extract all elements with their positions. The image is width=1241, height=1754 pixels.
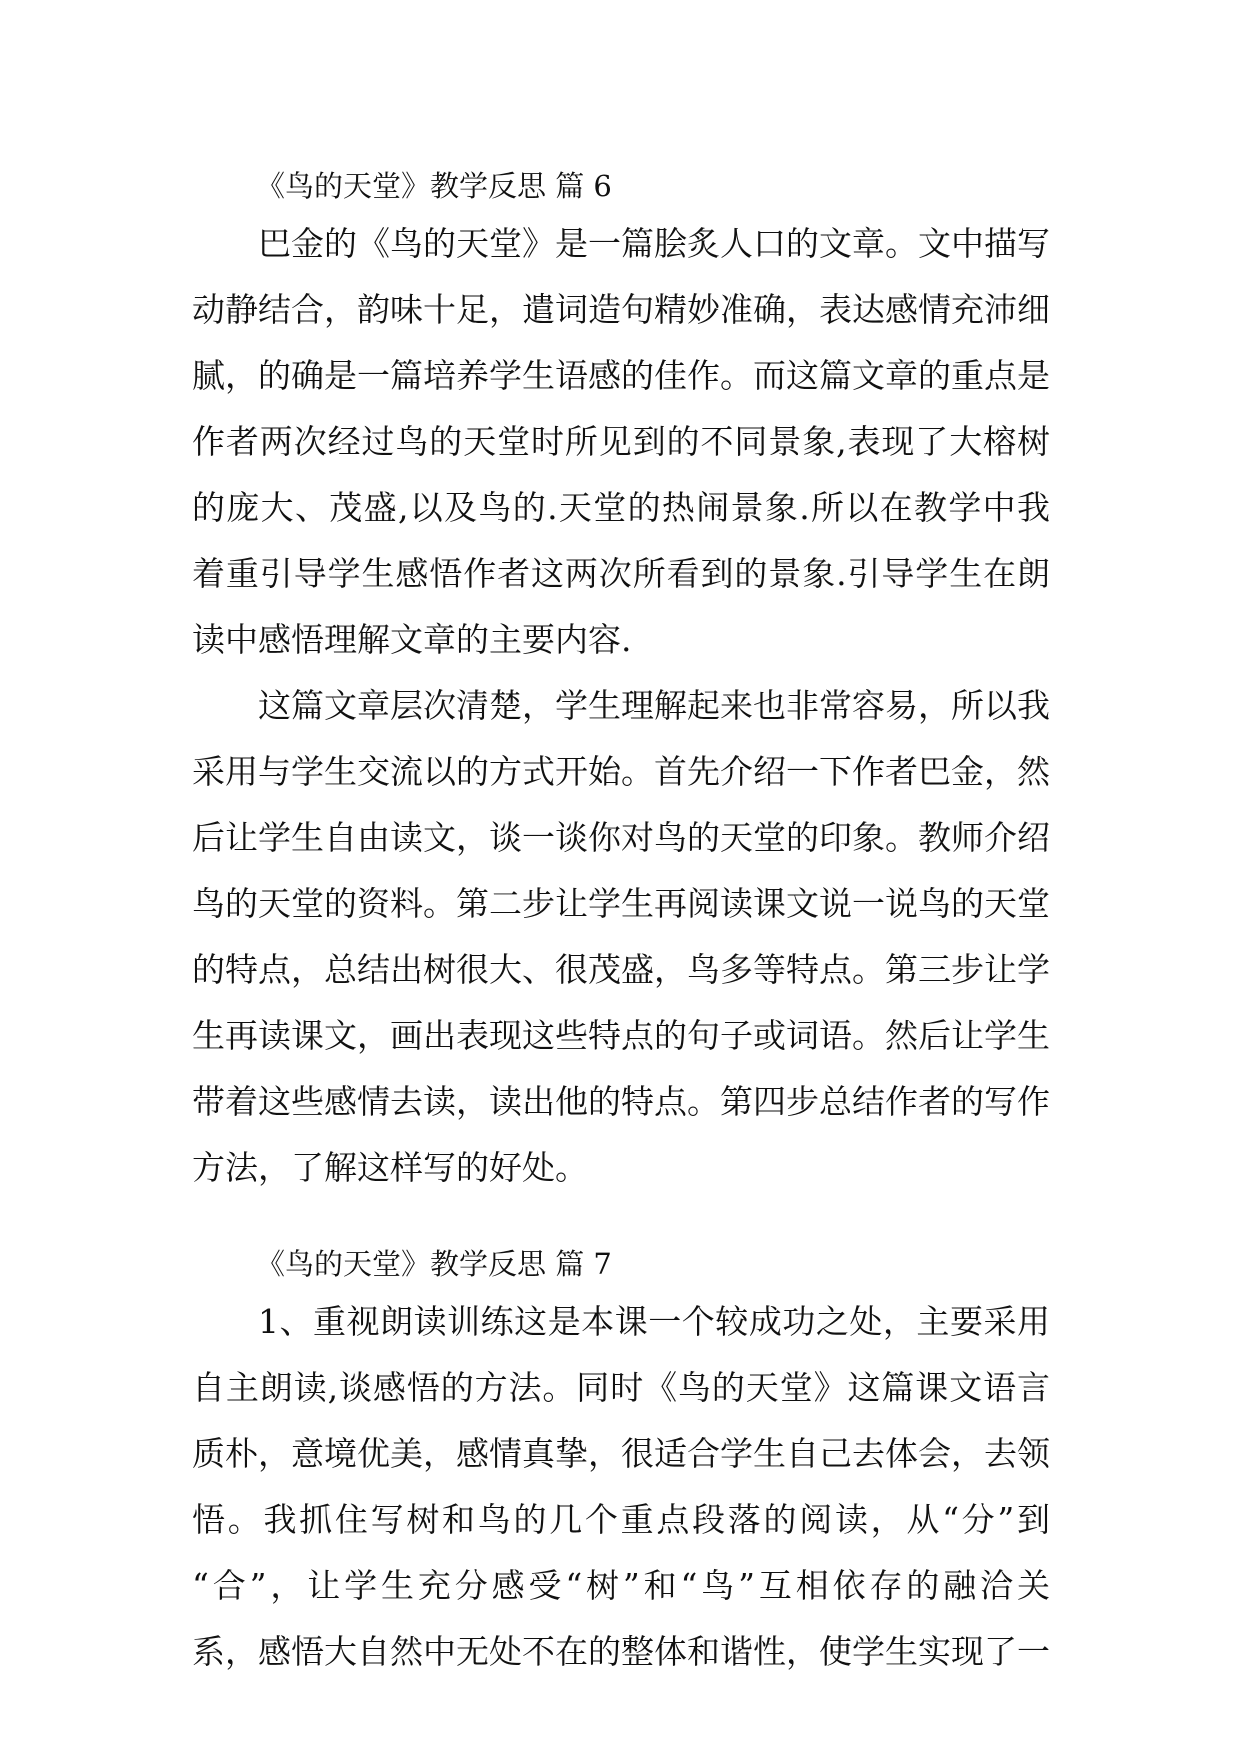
text-line: 鸟的天堂的资料。第二步让学生再阅读课文说一说鸟的天堂 <box>192 884 1050 923</box>
text-line: 系，感悟大自然中无处不在的整体和谐性，使学生实现了一 <box>192 1632 1050 1671</box>
text-line: “合”，让学生充分感受“树”和“鸟”互相依存的融洽关 <box>192 1566 1050 1605</box>
text-line: 腻，的确是一篇培养学生语感的佳作。而这篇文章的重点是 <box>192 356 1050 395</box>
text-line: 作者两次经过鸟的天堂时所见到的不同景象,表现了大榕树 <box>192 422 1050 461</box>
text-line: 动静结合，韵味十足，遣词造句精妙准确，表达感情充沛细 <box>192 290 1050 329</box>
text-line: 悟。我抓住写树和鸟的几个重点段落的阅读，从“分”到 <box>192 1500 1050 1539</box>
text-line: 着重引导学生感悟作者这两次所看到的景象.引导学生在朗 <box>192 554 1050 593</box>
text-line: 这篇文章层次清楚，学生理解起来也非常容易，所以我 <box>258 686 1050 725</box>
text-line: 自主朗读,谈感悟的方法。同时《鸟的天堂》这篇课文语言 <box>192 1368 1050 1407</box>
text-line: 采用与学生交流以的方式开始。首先介绍一下作者巴金，然 <box>192 752 1050 791</box>
text-line: 巴金的《鸟的天堂》是一篇脍炙人口的文章。文中描写 <box>258 224 1050 263</box>
section-heading: 《鸟的天堂》教学反思 篇 7 <box>256 1247 612 1281</box>
section-heading: 《鸟的天堂》教学反思 篇 6 <box>256 169 612 203</box>
text-line: 带着这些感情去读，读出他的特点。第四步总结作者的写作 <box>192 1082 1050 1121</box>
text-line: 1、重视朗读训练这是本课一个较成功之处，主要采用 <box>258 1302 1050 1341</box>
text-line: 的特点，总结出树很大、很茂盛，鸟多等特点。第三步让学 <box>192 950 1050 989</box>
text-line: 质朴，意境优美，感情真挚，很适合学生自己去体会，去领 <box>192 1434 1050 1473</box>
text-line: 读中感悟理解文章的主要内容. <box>192 620 632 659</box>
text-line: 方法，了解这样写的好处。 <box>192 1148 588 1187</box>
text-line: 生再读课文，画出表现这些特点的句子或词语。然后让学生 <box>192 1016 1050 1055</box>
text-line: 的庞大、茂盛,以及鸟的.天堂的热闹景象.所以在教学中我 <box>192 488 1050 527</box>
text-line: 后让学生自由读文，谈一谈你对鸟的天堂的印象。教师介绍 <box>192 818 1050 857</box>
